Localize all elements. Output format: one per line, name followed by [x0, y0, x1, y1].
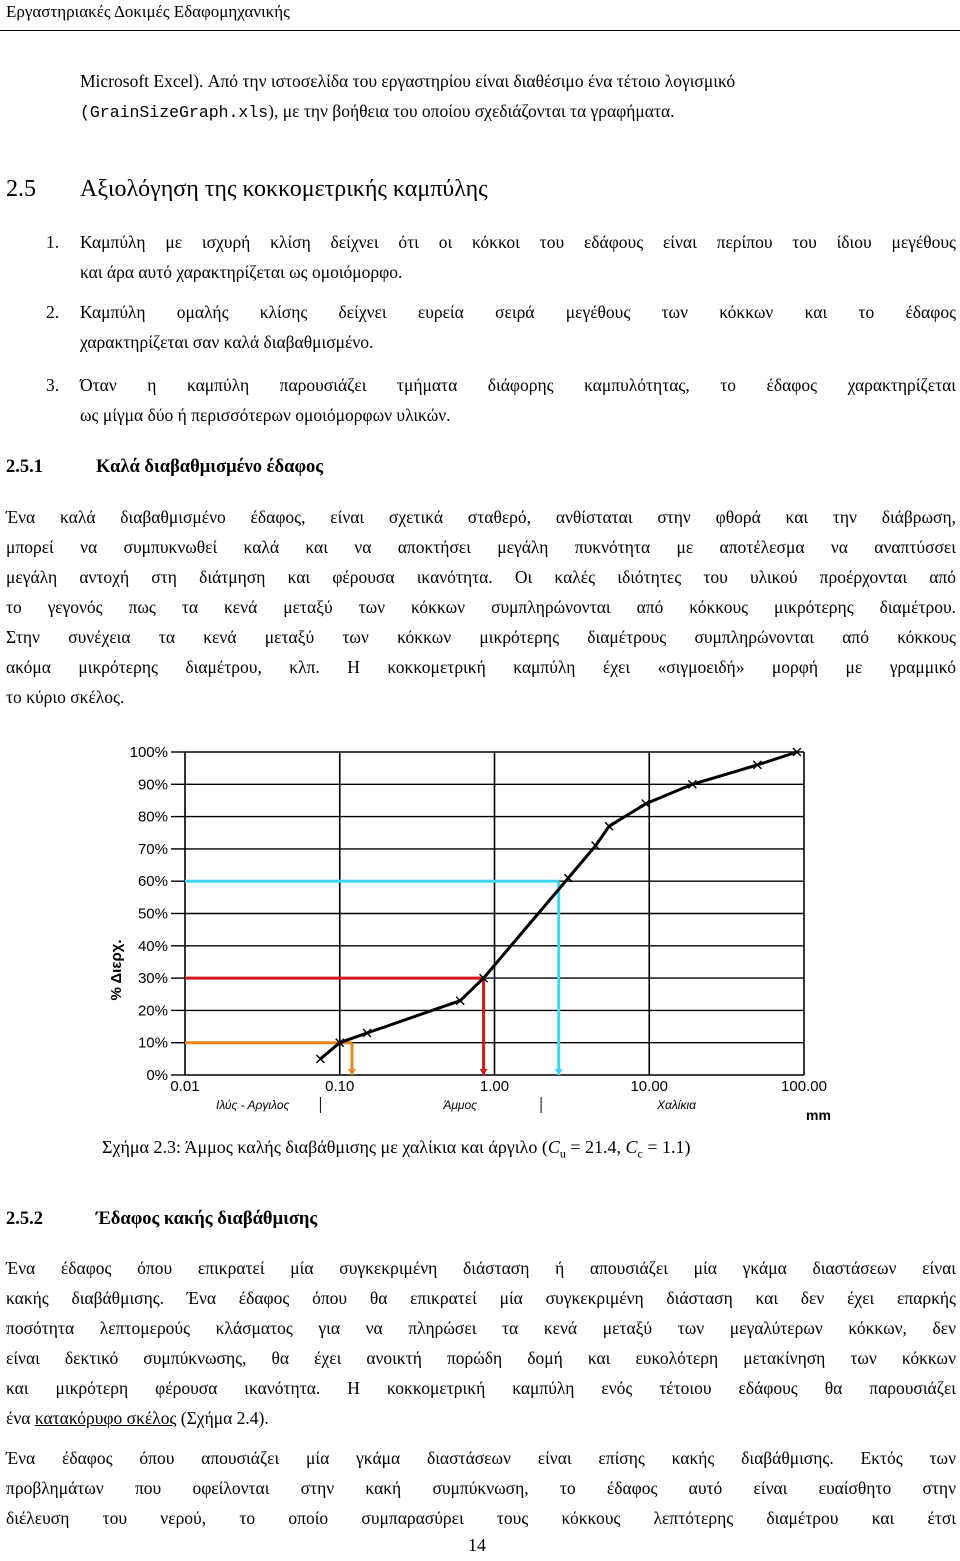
- y-tick-label: 90%: [137, 776, 168, 794]
- paragraph-line: Ένα έδαφος όπου επικρατεί μία συγκεκριμένη διάσταση ή απουσιάζει μία γκάμα διαστάσεων είναι: [6, 1258, 956, 1278]
- x-tick-label: 10.00: [630, 1078, 669, 1095]
- paragraph-line: Ένα έδαφος όπου απουσιάζει μία γκάμα διαστάσεων είναι επίσης κακής διαβάθμισης. Εκτός των: [6, 1448, 956, 1468]
- caption-cc-symbol: C: [625, 1137, 638, 1157]
- y-tick-label: 60%: [137, 873, 168, 891]
- subsection-number: 2.5.1: [6, 457, 43, 477]
- y-tick-label: 100%: [129, 744, 168, 761]
- paragraph-line: Ένα καλά διαβαθμισμένο έδαφος, είναι σχετικά σταθερό, ανθίσταται στην φθορά και την διάβρωση,: [6, 507, 956, 527]
- list-item-number: 1.: [46, 232, 60, 252]
- y-tick-label: 30%: [137, 970, 168, 988]
- caption-text: Σχήμα 2.3: Άμμος καλής διαβάθμισης με χαλίκια και άργιλο (: [102, 1137, 548, 1157]
- page-number: 14: [468, 1535, 486, 1555]
- intro-line-1: Microsoft Excel). Από την ιστοσελίδα του εργαστηρίου είναι διαθέσιμο ένα τέτοιο λογισμικό: [80, 71, 736, 91]
- section-title: Αξιολόγηση της κοκκομετρικής καμπύλης: [80, 176, 488, 202]
- paragraph-line: μεγάλη αντοχή στη διάτμηση και φέρουσα ικανότητα. Οι καλές ιδιότητες του υλικού προέρχονται από: [6, 567, 956, 587]
- reference-arrow: [348, 1069, 356, 1075]
- paragraph-line: προβλημάτων που οφείλονται στην κακή συμπύκνωση, το έδαφος αυτό είναι ευαίσθητο στην: [6, 1478, 956, 1498]
- y-axis-ticks: [130, 744, 185, 1084]
- y-tick-label: 10%: [137, 1034, 168, 1052]
- list-item-line: χαρακτηρίζεται σαν καλά διαβαθμισμένο.: [80, 332, 374, 352]
- running-header: Εργαστηριακές Δοκιμές Εδαφομηχανικής: [6, 2, 290, 21]
- x-axis-unit: mm: [806, 1107, 831, 1123]
- y-tick-label: 80%: [137, 808, 168, 826]
- paragraph-line: είναι δεκτικό συμπύκνωσης, θα έχει ανοικτή πορώδη δομή και ευκολότερη μετακίνηση των κόκκων: [6, 1348, 956, 1368]
- intro-filename: (GrainSizeGraph.xls: [80, 103, 269, 122]
- paragraph-line: διέλευση του νερού, το οποίο συμπαρασύρει τους κόκκους λεπτότερης διαμέτρου και έτσι: [6, 1508, 956, 1528]
- x-tick-label: 1.00: [479, 1078, 510, 1095]
- paragraph-line: ακόμα μικρότερης διαμέτρου, κλπ. Η κοκκομετρική καμπύλη έχει «σιγμοειδή» μορφή με γραμμικό: [6, 657, 956, 677]
- caption-cu-value: = 21.4,: [565, 1137, 626, 1157]
- reference-arrow: [555, 1069, 563, 1075]
- list-item-line: Καμπύλη ομαλής κλίσης δείχνει ευρεία σειρά μεγέθους των κόκκων και το έδαφος: [80, 302, 956, 322]
- grain-size-chart: [90, 735, 870, 1130]
- x-tick-label: 100.00: [781, 1078, 827, 1095]
- y-tick-label: 40%: [137, 937, 168, 955]
- paragraph-line: μπορεί να συμπυκνωθεί καλά και να αποκτήσει μεγάλη πυκνότητα με αποτέλεσμα να αναπτύσσει: [6, 537, 956, 557]
- list-item-line: και άρα αυτό χαρακτηρίζεται ως ομοιόμορφο.: [80, 262, 403, 282]
- subsection-title: Καλά διαβαθμισμένο έδαφος: [96, 457, 324, 477]
- header-rule: [0, 30, 960, 31]
- list-item-line: Όταν η καμπύλη παρουσιάζει τμήματα διάφορης καμπυλότητας, το έδαφος χαρακτηρίζεται: [80, 375, 956, 395]
- list-item-number: 3.: [46, 375, 60, 395]
- x-axis-zones: [216, 1097, 697, 1113]
- x-tick-label: 0.01: [170, 1078, 200, 1095]
- x-tick-label: 0.10: [325, 1078, 355, 1095]
- list-item-line: Καμπύλη με ισχυρή κλίση δείχνει ότι οι κόκκοι του εδάφους είναι περίπου του ίδιου μεγέθους: [80, 232, 956, 252]
- y-tick-label: 50%: [137, 905, 168, 923]
- y-axis-label: % Διερχ.: [108, 939, 125, 1001]
- y-tick-label: 20%: [137, 1002, 168, 1020]
- text: (Σχήμα 2.4).: [176, 1408, 269, 1428]
- paragraph-line: ποσότητα λεπτομερούς κλάσματος για να πληρώσει τα κενά μεταξύ των μεγαλύτερων κόκκων, δεν: [6, 1318, 956, 1338]
- intro-line-2-rest: ), με την βοήθεια του οποίου σχεδιάζονται τα γραφήματα.: [268, 101, 675, 121]
- text: ένα: [6, 1408, 35, 1428]
- data-point: [316, 1055, 324, 1063]
- reference-arrow: [480, 1069, 488, 1075]
- paragraph-line: το κύριο σκέλος.: [6, 687, 125, 707]
- paragraph-line: και μικρότερη φέρουσα ικανότητα. Η κοκκομετρική καμπύλη ενός τέτοιου εδάφους θα παρουσιάζει: [6, 1378, 956, 1398]
- x-axis-ticks: [170, 1078, 827, 1095]
- list-item-line: ως μίγμα δύο ή περισσότερων ομοιόμορφων υλικών.: [80, 405, 451, 425]
- chart-grid: [185, 752, 804, 1075]
- paragraph-line: το γεγονός πως τα κενά μεταξύ των κόκκων συμπληρώνονται από κόκκους μικρότερης διαμέτρου.: [6, 597, 956, 617]
- paragraph-line: [6, 1403, 269, 1433]
- paragraph-line: Στην συνέχεια τα κενά μεταξύ των κόκκων μικρότερης διαμέτρους συμπληρώνονται από κόκκους: [6, 627, 956, 647]
- zone-label: Ιλύς - Αργιλος: [216, 1098, 290, 1112]
- zone-label: Άμμος: [443, 1098, 478, 1112]
- figure-caption: [102, 1137, 691, 1162]
- caption-cu-subscript: u: [559, 1146, 566, 1161]
- intro-line-2: [80, 96, 675, 128]
- y-tick-label: 0%: [146, 1067, 168, 1084]
- y-tick-label: 70%: [137, 840, 168, 858]
- subsection-title: Έδαφος κακής διαβάθμισης: [96, 1209, 318, 1229]
- list-item-number: 2.: [46, 302, 60, 322]
- section-number: 2.5: [6, 176, 36, 202]
- caption-cu-symbol: C: [547, 1137, 560, 1157]
- caption-cc-value: = 1.1): [642, 1137, 691, 1157]
- caption-cc-subscript: c: [637, 1146, 643, 1161]
- figure-reference-link[interactable]: κατακόρυφο σκέλος: [34, 1408, 177, 1428]
- subsection-number: 2.5.2: [6, 1209, 43, 1229]
- paragraph-line: κακής διαβάθμισης. Ένα έδαφος όπου θα επικρατεί μία συγκεκριμένη διάσταση και δεν έχει επαρκής: [6, 1288, 956, 1308]
- zone-label: Χαλίκια: [657, 1098, 696, 1112]
